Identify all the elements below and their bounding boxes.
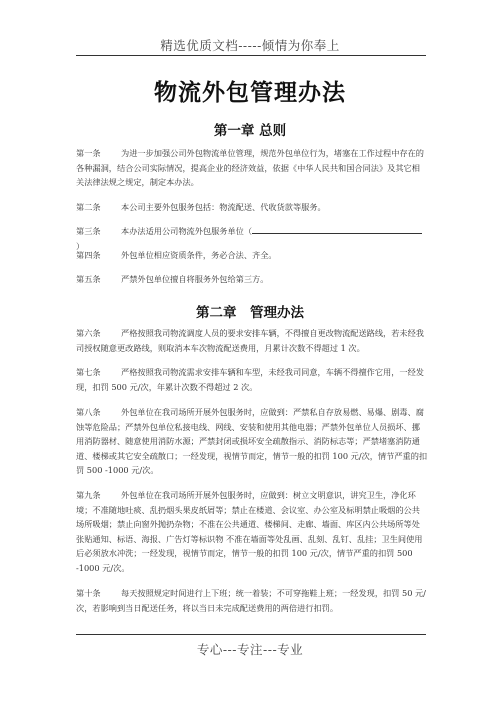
article-number: 第四条: [76, 250, 101, 260]
article-number: 第二条: [76, 202, 101, 212]
article-text: 外包单位在我司场所开展外包服务时，应做到：严禁私自存放易燃、易爆、剧毒、腐蚀等危险品；严禁外包单位私接电线、网线、安装和使用其他电器；严禁外包单位人员损坏、挪用消防器材、随意使用消防水源；严禁封闭或损坏安全疏散指示、消防标志等；严禁堵塞消防通道、楼梯或其它安全疏散口；一经发现，视情节而定，情节一般的扣罚 100 元/次，情节严重的扣罚 500 -1000 元/次。: [76, 407, 428, 476]
article-number: 第八条: [76, 407, 101, 417]
article-number: 第十条: [76, 588, 101, 598]
article-number: 第五条: [76, 274, 101, 284]
chapter-2-heading: 第二章 管理办法: [196, 305, 304, 321]
article-number: 第三条: [76, 226, 101, 236]
page-header: 精选优质文档-----倾情为你奉上: [160, 38, 340, 53]
article-number: 第六条: [76, 328, 101, 338]
article-5: [76, 272, 428, 287]
article-number: 第九条: [76, 490, 101, 500]
article-9: [76, 488, 428, 576]
article-number: 第一条: [76, 148, 101, 158]
article-text: 本公司主要外包服务包括：物流配送、代收货款等服务。: [121, 202, 326, 212]
article-text: 外包单位在我司场所开展外包服务时，应做到：树立文明意识，讲究卫生，净化环境；不准随地吐痰、乱扔烟头果皮纸屑等；禁止在楼道、会议室、办公室及标明禁止吸烟的公共场所吸烟；禁止向窗外抛扔杂物；不准在公共通道、楼梯间、走廊、墙面、库区内公共场所等处张贴通知、标语、海报、广告灯等标识物 不准在墙面等处乱画、乱刻、乱钉、乱挂；卫生间使用后必须放水冲洗；一经发现，视情节而定，情节一般的扣罚 100 元/次，情节严重的扣罚 500 -1000 元/次。: [76, 490, 423, 573]
article-text-after-blank: ）: [76, 240, 85, 251]
article-text: 严格按照我司物流需求安排车辆和车型，未经我司同意，车辆不得擅作它用，一经发现，扣罚 500 元/次，年累计次数不得超过 2 次。: [76, 367, 424, 392]
article-text-before-blank: 本办法适用公司物流外包服务单位（: [121, 226, 253, 236]
article-text: 严禁外包单位擅自将服务外包给第三方。: [121, 274, 269, 284]
article-6: [76, 326, 428, 355]
fill-in-blank: [252, 225, 422, 234]
article-2: [76, 200, 428, 215]
article-8: [76, 405, 428, 478]
header-divider: [76, 55, 426, 56]
article-number: 第七条: [76, 367, 101, 377]
article-text: 为进一步加强公司外包物流单位管理，规范外包单位行为，堵塞在工作过程中存在的各种漏洞，结合公司实际情况，提高企业的经济效益，依据《中华人民共和国合同法》及其它相关法律法规之规定，制定本办法。: [76, 148, 424, 188]
article-text: 外包单位相应资质条件，务必合法、齐全。: [121, 250, 277, 260]
footer-divider: [76, 634, 426, 635]
article-7: [76, 365, 428, 394]
document-title: 物流外包管理办法: [154, 79, 346, 106]
article-text: 每天按照规定时间进行上下班；统一着装；不可穿拖鞋上班；一经发现，扣罚 50 元/次，若影响到当日配送任务，将以当日未完成配送费用的两倍进行扣罚。: [76, 588, 426, 613]
page-footer: 专心---专注---专业: [196, 642, 304, 657]
article-text: 严格按照我司物流调度人员的要求安排车辆，不得擅自更改物流配送路线，若未经我司授权随意更改路线，则取消本车次物流配送费用，月累计次数不得超过 1 次。: [76, 328, 424, 353]
chapter-1-heading: 第一章 总则: [213, 123, 287, 139]
article-1: [76, 146, 428, 190]
article-4: [76, 248, 428, 263]
article-10: [76, 586, 428, 615]
